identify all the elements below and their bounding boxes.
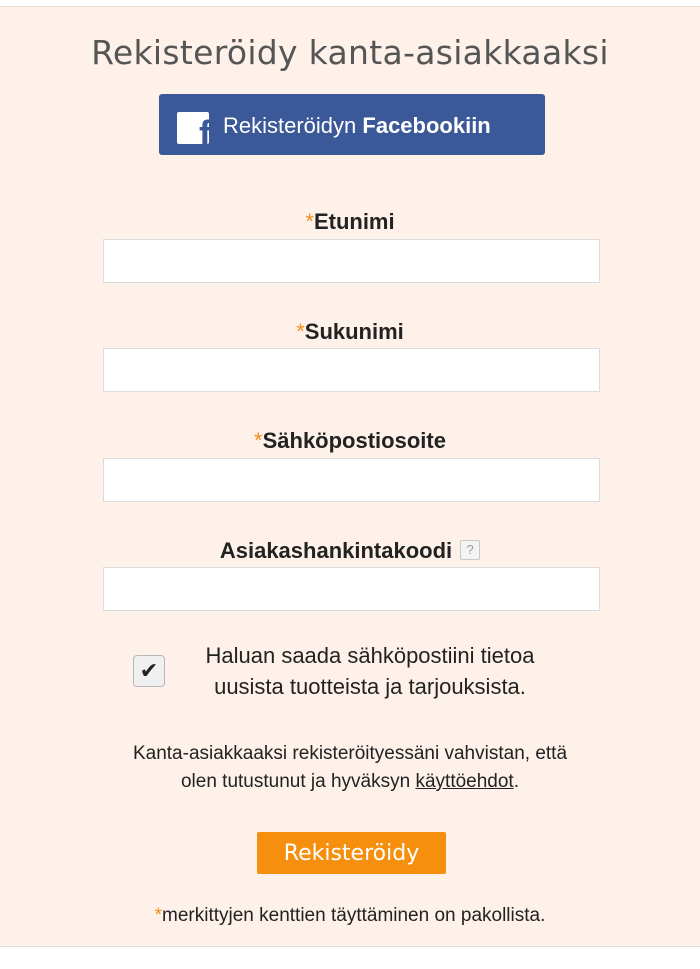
- first-name-label: [0, 209, 700, 235]
- email-field[interactable]: [103, 458, 600, 502]
- acquisition-code-field[interactable]: [103, 567, 600, 611]
- facebook-register-button[interactable]: [159, 94, 545, 155]
- required-marker: *: [254, 428, 263, 453]
- facebook-button-label: [223, 113, 491, 139]
- required-marker: *: [296, 319, 305, 344]
- last-name-field[interactable]: [103, 348, 600, 392]
- first-name-label-text: Etunimi: [313, 209, 395, 234]
- terms-line2: [60, 768, 640, 796]
- email-label: [0, 428, 700, 454]
- last-name-label: [0, 319, 700, 345]
- required-marker: *: [305, 209, 314, 234]
- email-label-text: Sähköpostiosoite: [262, 428, 446, 453]
- acquisition-code-label-text: Asiakashankintakoodi: [219, 538, 453, 563]
- newsletter-checkbox[interactable]: [133, 655, 165, 687]
- check-icon: ✔: [139, 658, 159, 683]
- required-fields-note: [0, 905, 700, 927]
- registration-panel: [0, 6, 700, 947]
- help-icon[interactable]: ?: [460, 540, 480, 560]
- terms-line2-prefix: olen tutustunut ja hyväksyn: [180, 771, 416, 792]
- facebook-icon: [177, 112, 211, 154]
- facebook-button-brand: Facebookiin: [362, 113, 491, 138]
- facebook-icon-glyph: f: [199, 113, 211, 154]
- terms-notice: [60, 740, 640, 796]
- first-name-field[interactable]: [103, 239, 600, 283]
- acquisition-code-label: [0, 538, 700, 564]
- terms-line2-suffix: .: [513, 771, 519, 792]
- newsletter-label-line1: Haluan saada sähköpostiini tietoa: [205, 643, 535, 668]
- required-fields-note-text: merkittyjen kenttien täyttäminen on pakollista.: [162, 905, 546, 926]
- newsletter-label: [180, 640, 560, 702]
- newsletter-label-line2: uusista tuotteista ja tarjouksista.: [214, 674, 526, 699]
- last-name-label-text: Sukunimi: [304, 319, 404, 344]
- required-marker: *: [154, 905, 163, 926]
- terms-line1: Kanta-asiakkaaksi rekisteröityessäni vahvistan, että: [132, 743, 568, 764]
- page-title: Rekisteröidy kanta-asiakkaaksi: [91, 33, 609, 72]
- register-button[interactable]: Rekisteröidy: [257, 832, 446, 874]
- terms-link[interactable]: käyttöehdot: [415, 771, 514, 792]
- facebook-button-text: Rekisteröidyn: [223, 113, 363, 138]
